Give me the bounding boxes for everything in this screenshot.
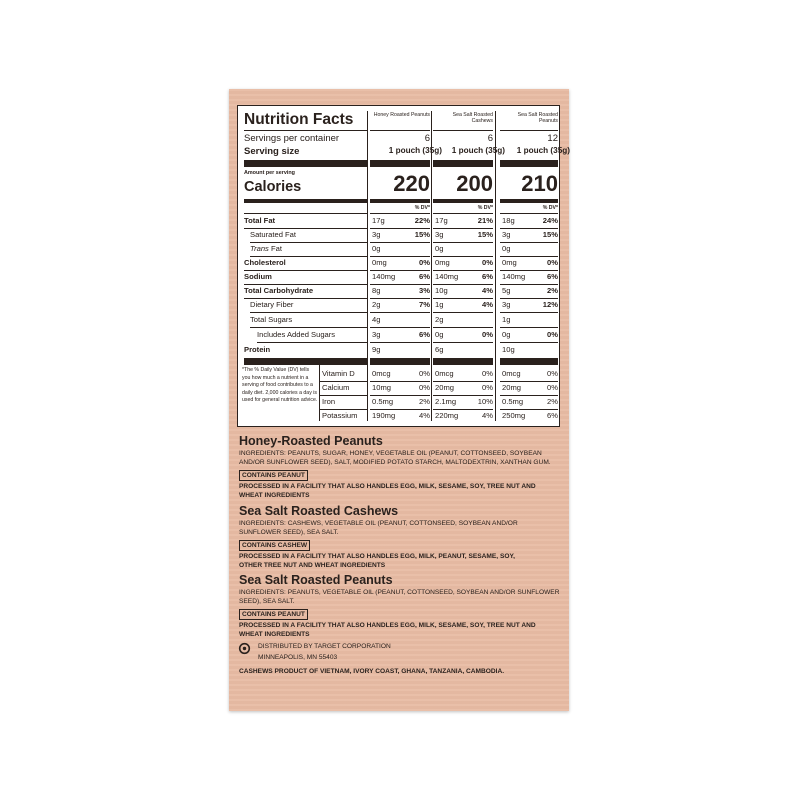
vitamin-amount: 10mg bbox=[372, 383, 391, 392]
nutrient-amount: 140mg bbox=[502, 272, 526, 281]
vitamin-dv: 2% bbox=[419, 397, 430, 406]
row-rule bbox=[250, 312, 367, 313]
product-name: Honey-Roasted Peanuts bbox=[239, 434, 383, 448]
nutrient-dv: 6% bbox=[419, 272, 430, 281]
servings-label: Servings per container bbox=[244, 133, 340, 144]
vitamin-amount: 250mg bbox=[502, 411, 526, 420]
vitamin-amount: 0.5mg bbox=[502, 397, 524, 406]
nutrient-dv: 4% bbox=[482, 300, 493, 309]
vitamin-amount: 0.5mg bbox=[372, 397, 394, 406]
nutrient-dv: 15% bbox=[477, 230, 493, 239]
row-rule bbox=[433, 242, 493, 243]
column-divider bbox=[367, 111, 368, 421]
vitamin-dv: 0% bbox=[547, 369, 558, 378]
calories-value: 200 bbox=[456, 171, 493, 196]
facility-statement: PROCESSED IN A FACILITY THAT ALSO HANDLES EGG, MILK, SESAME, SOY, TREE NUT AND WHEAT INGREDIENTS bbox=[239, 622, 536, 638]
row-rule bbox=[244, 298, 367, 299]
row-rule bbox=[319, 395, 367, 396]
nutrient-amount: 6g bbox=[435, 345, 444, 354]
dv-header: % DV* bbox=[477, 205, 493, 211]
nutrient-dv: 0% bbox=[419, 258, 430, 267]
product-ingredients: INGREDIENTS: CASHEWS, VEGETABLE OIL (PEANUT, COTTONSEED, SOYBEAN AND/OR SUNFLOWER SEED), SEA SALT. bbox=[239, 520, 518, 536]
row-rule bbox=[244, 228, 367, 229]
nutrient-label: Sodium bbox=[244, 272, 272, 281]
nutrient-dv: 15% bbox=[542, 230, 558, 239]
row-rule bbox=[244, 284, 367, 285]
facility-statement: PROCESSED IN A FACILITY THAT ALSO HANDLES EGG, MILK, PEANUT, SESAME, SOY, OTHER TREE NUT AND WHEAT INGREDIENTS bbox=[239, 553, 515, 569]
nutrition-facts-panel bbox=[237, 105, 570, 427]
product-name: Sea Salt Roasted Peanuts bbox=[239, 573, 393, 587]
target-logo-icon bbox=[239, 643, 250, 654]
nutrient-amount: 0g bbox=[372, 244, 381, 253]
thick-rule bbox=[244, 160, 367, 167]
dv-footnote: *The % Daily Value (DV) tells you how much a nutrient in a serving of food contributes to a daily diet. 2,000 calories a day is used for general nutrition advice. bbox=[242, 367, 318, 404]
nutrient-amount: 8g bbox=[372, 286, 381, 295]
nutrient-amount: 3g bbox=[372, 330, 381, 339]
nutrient-amount: 0g bbox=[502, 244, 511, 253]
serving-size-label: Serving size bbox=[244, 146, 300, 157]
nutrient-amount: 0g bbox=[435, 244, 444, 253]
row-rule bbox=[370, 381, 430, 382]
nutrient-label: Dietary Fiber bbox=[250, 300, 294, 309]
nutrient-label: Saturated Fat bbox=[250, 230, 297, 239]
nutrient-dv: 24% bbox=[542, 216, 558, 225]
medium-rule bbox=[500, 199, 558, 203]
row-rule bbox=[250, 327, 367, 328]
vitamin-label: Calcium bbox=[322, 383, 350, 392]
row-rule bbox=[370, 242, 430, 243]
column-header-rule bbox=[500, 130, 558, 131]
row-rule bbox=[370, 228, 430, 229]
nutrient-amount: 17g bbox=[435, 216, 448, 225]
row-rule bbox=[319, 409, 367, 410]
row-rule bbox=[500, 409, 558, 410]
row-rule bbox=[250, 256, 367, 257]
origin-statement: CASHEWS PRODUCT OF VIETNAM, IVORY COAST, GHANA, TANZANIA, CAMBODIA. bbox=[239, 668, 505, 675]
row-rule bbox=[319, 381, 367, 382]
thick-rule bbox=[433, 160, 493, 167]
row-rule bbox=[433, 298, 493, 299]
row-rule bbox=[433, 312, 493, 313]
row-rule bbox=[500, 242, 558, 243]
row-rule bbox=[500, 298, 558, 299]
row-rule bbox=[433, 395, 493, 396]
nutrient-dv: 0% bbox=[482, 330, 493, 339]
product-ingredients: INGREDIENTS: PEANUTS, VEGETABLE OIL (PEANUT, COTTONSEED, SOYBEAN AND/OR SUNFLOWER SEED), SEA SALT. bbox=[239, 589, 560, 605]
nutrient-amount: 9g bbox=[372, 345, 381, 354]
row-rule bbox=[433, 270, 493, 271]
row-rule bbox=[370, 312, 430, 313]
vitamin-dv: 4% bbox=[419, 411, 430, 420]
nutrient-amount: 0mg bbox=[372, 258, 387, 267]
row-rule bbox=[500, 395, 558, 396]
row-rule bbox=[370, 284, 430, 285]
row-rule bbox=[250, 242, 367, 243]
title-rule bbox=[244, 130, 367, 131]
nutrient-dv: 0% bbox=[482, 258, 493, 267]
row-rule bbox=[370, 395, 430, 396]
vitamin-dv: 0% bbox=[419, 383, 430, 392]
row-rule bbox=[370, 270, 430, 271]
nutrient-dv: 6% bbox=[547, 272, 558, 281]
nutrient-dv: 6% bbox=[482, 272, 493, 281]
serving-size-value: 1 pouch (35g) bbox=[516, 146, 570, 155]
medium-rule bbox=[370, 199, 430, 203]
nutrient-label: Total Fat bbox=[244, 216, 276, 225]
row-rule bbox=[500, 270, 558, 271]
nutrient-amount: 0g bbox=[502, 330, 511, 339]
row-rule bbox=[433, 256, 493, 257]
nutrient-dv: 3% bbox=[419, 286, 430, 295]
nutrient-amount: 2g bbox=[435, 315, 444, 324]
row-rule bbox=[500, 228, 558, 229]
thin-rule bbox=[244, 213, 367, 214]
nutrient-label: Total Carbohydrate bbox=[244, 286, 314, 295]
product-name: Sea Salt Roasted Cashews bbox=[239, 504, 399, 518]
medium-rule bbox=[244, 199, 367, 203]
product-ingredients: INGREDIENTS: PEANUTS, SUGAR, HONEY, VEGETABLE OIL (PEANUT, COTTONSEED, SOYBEAN AND/OR SUNFLOWER SEED), SALT, MODIFIED POTATO STARCH, MALTODEXTRIN, XANTHAN GUM. bbox=[239, 450, 551, 466]
nutrient-dv: 6% bbox=[419, 330, 430, 339]
nutrient-amount: 140mg bbox=[435, 272, 459, 281]
row-rule bbox=[500, 256, 558, 257]
column-product-name: Honey Roasted Peanuts bbox=[373, 112, 430, 118]
nutrient-amount: 3g bbox=[435, 230, 444, 239]
facility-statement: PROCESSED IN A FACILITY THAT ALSO HANDLES EGG, MILK, SESAME, SOY, TREE NUT AND WHEAT INGREDIENTS bbox=[239, 483, 536, 499]
nutrient-dv: 0% bbox=[547, 330, 558, 339]
allergen-box: CONTAINS PEANUT bbox=[239, 470, 308, 481]
vitamin-dv: 0% bbox=[482, 369, 493, 378]
row-rule bbox=[244, 270, 367, 271]
column-product-name: Sea Salt Roasted Peanuts bbox=[517, 112, 558, 125]
column-divider bbox=[495, 111, 496, 421]
nutrition-title: Nutrition Facts bbox=[244, 111, 354, 128]
nutrient-amount: 1g bbox=[435, 300, 444, 309]
row-rule bbox=[433, 228, 493, 229]
nutrient-dv: 7% bbox=[419, 300, 430, 309]
vitamin-dv: 2% bbox=[547, 397, 558, 406]
nutrient-amount: 0g bbox=[435, 330, 444, 339]
allergen-box: CONTAINS PEANUT bbox=[239, 609, 308, 620]
thin-rule bbox=[433, 213, 493, 214]
nutrient-amount: 0mg bbox=[502, 258, 517, 267]
vitamin-amount: 0mcg bbox=[435, 369, 454, 378]
thick-rule bbox=[500, 358, 558, 365]
dv-header: % DV* bbox=[414, 205, 430, 211]
servings-value: 6 bbox=[487, 133, 493, 144]
row-rule bbox=[370, 342, 430, 343]
calories-label: Calories bbox=[244, 179, 302, 195]
vitamin-label: Potassium bbox=[322, 411, 358, 420]
nutrient-amount: 17g bbox=[372, 216, 385, 225]
thin-rule bbox=[500, 213, 558, 214]
row-rule bbox=[370, 256, 430, 257]
vitamin-dv: 10% bbox=[477, 397, 493, 406]
vitamin-amount: 190mg bbox=[372, 411, 396, 420]
vitamin-amount: 20mg bbox=[502, 383, 521, 392]
vitamin-amount: 20mg bbox=[435, 383, 454, 392]
column-header-rule bbox=[433, 130, 493, 131]
row-rule bbox=[370, 327, 430, 328]
vitamin-dv: 6% bbox=[547, 411, 558, 420]
dv-header: % DV* bbox=[542, 205, 558, 211]
vitamin-amount: 0mcg bbox=[502, 369, 521, 378]
amount-per-serving: Amount per serving bbox=[244, 170, 295, 176]
serving-size-value: 1 pouch (35g) bbox=[451, 146, 505, 155]
row-rule bbox=[500, 284, 558, 285]
nutrient-amount: 3g bbox=[502, 300, 511, 309]
vitamin-label: Vitamin D bbox=[322, 369, 355, 378]
row-rule bbox=[370, 409, 430, 410]
nutrient-amount: 140mg bbox=[372, 272, 396, 281]
vitamin-amount: 2.1mg bbox=[435, 397, 457, 406]
row-rule bbox=[257, 342, 367, 343]
distributor-line-1: DISTRIBUTED BY TARGET CORPORATION bbox=[258, 643, 391, 650]
nutrient-dv: 12% bbox=[542, 300, 558, 309]
vitamin-amount: 0mcg bbox=[372, 369, 391, 378]
nutrient-dv: 21% bbox=[477, 216, 493, 225]
column-product-name: Sea Salt Roasted Cashews bbox=[452, 112, 493, 125]
row-rule bbox=[500, 312, 558, 313]
servings-value: 12 bbox=[547, 133, 558, 144]
nutrient-amount: 0mg bbox=[435, 258, 450, 267]
thick-rule bbox=[433, 358, 493, 365]
nutrient-amount: 4g bbox=[372, 315, 381, 324]
allergen-box: CONTAINS CASHEW bbox=[239, 540, 310, 551]
nutrient-amount: 3g bbox=[502, 230, 511, 239]
vitamin-amount: 220mg bbox=[435, 411, 459, 420]
nutrient-label: Total Sugars bbox=[250, 315, 293, 324]
nutrient-label: Cholesterol bbox=[244, 258, 286, 267]
nutrient-dv: 2% bbox=[547, 286, 558, 295]
row-rule bbox=[500, 327, 558, 328]
row-rule bbox=[500, 342, 558, 343]
row-rule bbox=[433, 327, 493, 328]
nutrient-amount: 5g bbox=[502, 286, 511, 295]
nutrient-amount: 10g bbox=[435, 286, 448, 295]
vitamin-dv: 0% bbox=[482, 383, 493, 392]
footnote-divider bbox=[319, 365, 320, 421]
vitamin-dv: 0% bbox=[547, 383, 558, 392]
nutrient-label: Trans Fat bbox=[250, 244, 282, 253]
medium-rule bbox=[433, 199, 493, 203]
column-header-rule bbox=[370, 130, 430, 131]
nutrient-amount: 1g bbox=[502, 315, 511, 324]
nutrient-dv: 22% bbox=[414, 216, 430, 225]
nutrient-amount: 3g bbox=[372, 230, 381, 239]
vitamin-dv: 4% bbox=[482, 411, 493, 420]
calories-value: 220 bbox=[393, 171, 430, 196]
row-rule bbox=[433, 284, 493, 285]
nutrient-amount: 10g bbox=[502, 345, 515, 354]
vitamin-dv: 0% bbox=[419, 369, 430, 378]
row-rule bbox=[433, 409, 493, 410]
vitamin-label: Iron bbox=[322, 397, 336, 406]
nutrient-amount: 2g bbox=[372, 300, 381, 309]
thick-rule bbox=[244, 358, 367, 365]
nutrient-dv: 4% bbox=[482, 286, 493, 295]
column-divider bbox=[431, 111, 432, 421]
thin-rule bbox=[370, 213, 430, 214]
calories-value: 210 bbox=[521, 171, 558, 196]
serving-size-value: 1 pouch (35g) bbox=[388, 146, 442, 155]
thick-rule bbox=[370, 160, 430, 167]
nutrient-dv: 0% bbox=[547, 258, 558, 267]
row-rule bbox=[433, 381, 493, 382]
nutrient-label: Protein bbox=[244, 345, 271, 354]
distributor-line-2: MINNEAPOLIS, MN 55403 bbox=[258, 654, 338, 661]
nutrient-amount: 18g bbox=[502, 216, 515, 225]
thick-rule bbox=[370, 358, 430, 365]
nutrient-label-italic: Trans bbox=[250, 244, 269, 253]
thick-rule bbox=[500, 160, 558, 167]
row-rule bbox=[370, 298, 430, 299]
row-rule bbox=[500, 381, 558, 382]
nutrient-label: Includes Added Sugars bbox=[257, 330, 336, 339]
row-rule bbox=[433, 342, 493, 343]
nutrient-dv: 15% bbox=[414, 230, 430, 239]
servings-value: 6 bbox=[424, 133, 430, 144]
